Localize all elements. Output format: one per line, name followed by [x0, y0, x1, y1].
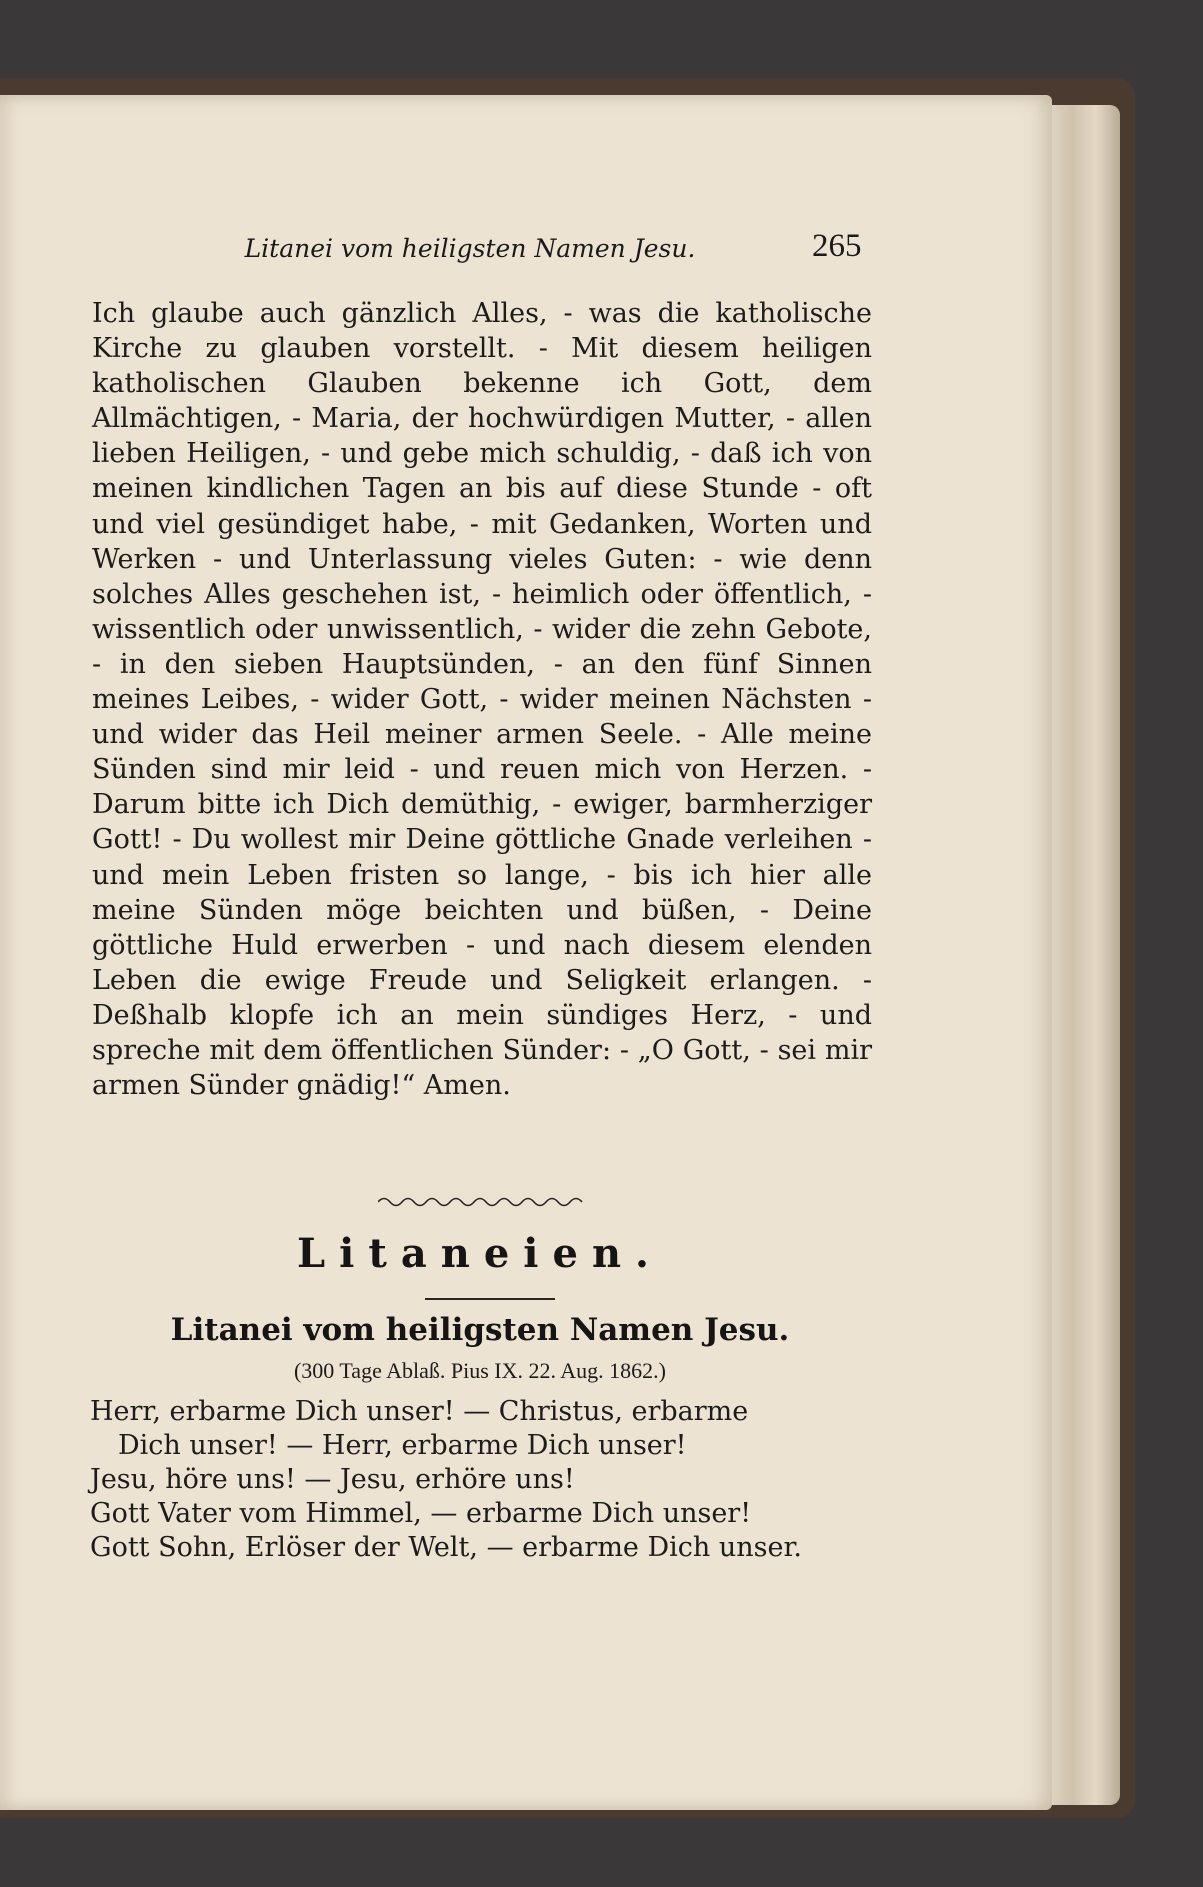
litany-title: Litanei vom heiligsten Namen Jesu. — [170, 1312, 790, 1348]
page-edges — [1040, 105, 1120, 1805]
litany-line: Gott Vater vom Himmel, — erbarme Dich unser! — [90, 1498, 752, 1529]
section-title: Litaneien. — [297, 1230, 663, 1277]
title-rule — [425, 1298, 555, 1300]
page-number: 265 — [812, 228, 862, 264]
ornament-divider — [378, 1193, 583, 1211]
litany-line: Gott Sohn, Erlöser der Welt, — erbarme Dich unser. — [90, 1532, 802, 1563]
litany-line: Jesu, höre uns! — Jesu, erhöre uns! — [90, 1464, 575, 1495]
running-head: Litanei vom heiligsten Namen Jesu. — [244, 234, 696, 263]
litany-line: Dich unser! — Herr, erbarme Dich unser! — [118, 1430, 687, 1461]
indulgence-note: (300 Tage Ablaß. Pius IX. 22. Aug. 1862.) — [293, 1358, 667, 1383]
litany-line: Herr, erbarme Dich unser! — Christus, erbarme — [90, 1396, 749, 1427]
prayer-paragraph: Ich glaube auch gänzlich Alles, - was die katholische Kirche zu glauben vorstellt. - Mit diesem heiligen katholischen Glauben bekenne ich Gott, dem Allmächtigen, - Maria, der hochwürdigen Mutter, - allen lieben Heiligen, - und gebe mich schuldig, - daß ich von meinen kindlichen Tagen an bis auf diese Stunde - oft und viel gesündiget habe, - mit Gedanken, Worten und Werken - und Unterlassung vieles Guten: - wie denn solches Alles geschehen ist, - heimlich oder öffentlich, - wissentlich oder unwissentlich, - wider die zehn Gebote, - in den sieben Hauptsünden, - an den fünf Sinnen meines Leibes, - wider Gott, - wider meinen Nächsten - und wider das Heil meiner armen Seele. - Alle meine Sünden sind mir leid - und reuen mich von Herzen. - Darum bitte ich Dich demüthig, - ewiger, barmherziger Gott! - Du wollest mir Deine göttliche Gnade verleihen - und mein Leben fristen so lange, - bis ich hier alle meine Sünden möge beichten und büßen, - Deine göttliche Huld erwerben - und nach diesem elenden Leben die ewige Freude und Seligkeit erlangen. - Deßhalb klopfe ich an mein sündiges Herz, - und spreche mit dem öffentlichen Sünder: - „O Gott, - sei mir armen Sünder gnädig!“ Amen. — [92, 298, 872, 1102]
